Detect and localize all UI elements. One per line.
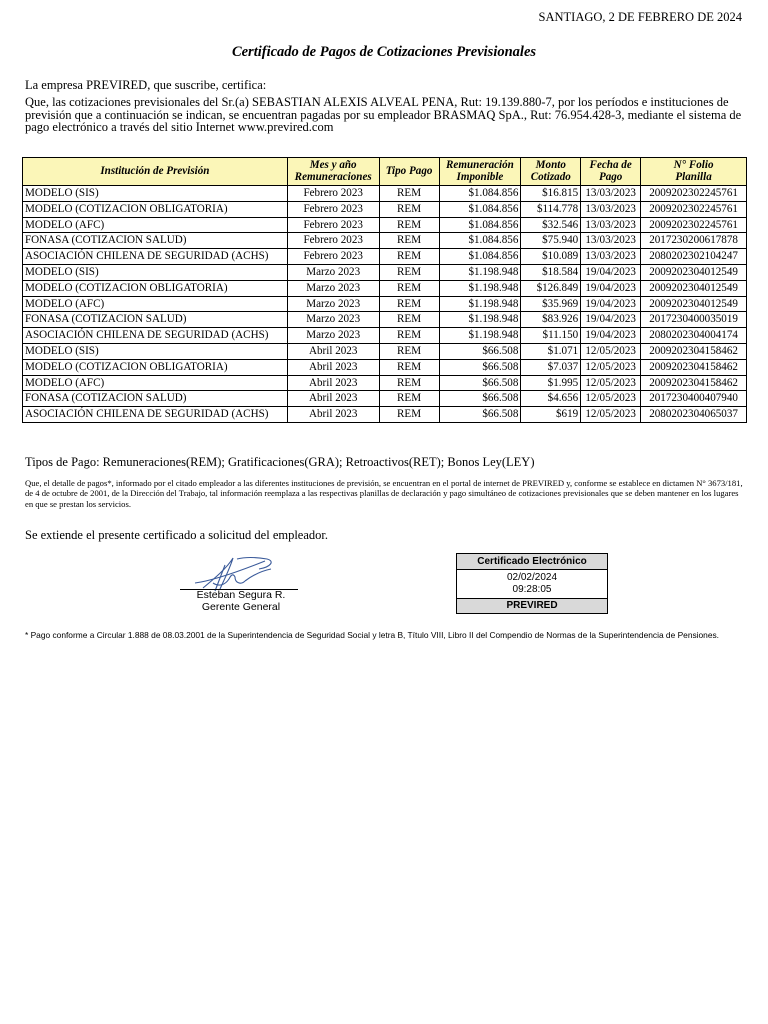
- cell-institucion: MODELO (SIS): [23, 186, 288, 202]
- cell-fecha-pago: 19/04/2023: [581, 280, 641, 296]
- extension-statement: Se extiende el presente certificado a solicitud del empleador.: [25, 528, 329, 542]
- table-row: [23, 233, 747, 249]
- cell-remuneracion: $1.084.856: [439, 233, 521, 249]
- cell-mes: Abril 2023: [287, 391, 379, 407]
- table-row: [23, 264, 747, 280]
- table-row: [23, 280, 747, 296]
- cell-monto: $7.037: [521, 359, 581, 375]
- cell-folio: 2009202304012549: [641, 264, 747, 280]
- cell-remuneracion: $66.508: [439, 407, 521, 423]
- table-row: [23, 375, 747, 391]
- payments-table-body: [23, 186, 747, 423]
- cell-tipo-pago: REM: [379, 391, 439, 407]
- cell-tipo-pago: REM: [379, 375, 439, 391]
- header-fecha-line1: Fecha de: [589, 159, 632, 171]
- cell-monto: $126.849: [521, 280, 581, 296]
- cell-tipo-pago: REM: [379, 343, 439, 359]
- cell-tipo-pago: REM: [379, 186, 439, 202]
- header-folio-line2: Planilla: [675, 170, 712, 183]
- cell-mes: Marzo 2023: [287, 280, 379, 296]
- header-monto-line1: Monto: [535, 159, 566, 171]
- signatory-name: Esteban Segura R.: [196, 589, 286, 601]
- cell-remuneracion: $66.508: [439, 359, 521, 375]
- table-row: [23, 186, 747, 202]
- cell-tipo-pago: REM: [379, 249, 439, 265]
- header-tipo-pago: Tipo Pago: [379, 158, 439, 186]
- certification-paragraph: Que, las cotizaciones previsionales del Sr.(a) SEBASTIAN ALEXIS ALVEAL PENA, Rut: 19.139.880-7, por los períodos e instituciones de previsión que a continuación se indican, se encuentran pagadas por su empleador BRASMAQ SpA., Rut: 76.954.428-3, mediante el sistema de pago electrónico a través del sitio Internet www.previred.com: [25, 95, 742, 135]
- header-remun-line1: Remuneración: [446, 159, 514, 171]
- cell-remuneracion: $1.084.856: [439, 249, 521, 265]
- cell-folio: 2080202304004174: [641, 328, 747, 344]
- cell-mes: Marzo 2023: [287, 296, 379, 312]
- cell-tipo-pago: REM: [379, 280, 439, 296]
- cell-institucion: FONASA (COTIZACION SALUD): [23, 391, 288, 407]
- cell-fecha-pago: 19/04/2023: [581, 312, 641, 328]
- cell-fecha-pago: 19/04/2023: [581, 328, 641, 344]
- intro-text: La empresa PREVIRED, que suscribe, certifica:: [25, 78, 267, 92]
- cell-fecha-pago: 13/03/2023: [581, 249, 641, 265]
- header-fecha-line2: Pago: [598, 170, 623, 183]
- cell-institucion: MODELO (COTIZACION OBLIGATORIA): [23, 280, 288, 296]
- cell-folio: 2009202304158462: [641, 375, 747, 391]
- cert-box-header: Certificado Electrónico: [457, 554, 607, 570]
- table-row: [23, 343, 747, 359]
- cell-folio: 2080202304065037: [641, 407, 747, 423]
- cell-fecha-pago: 13/03/2023: [581, 233, 641, 249]
- cell-mes: Marzo 2023: [287, 264, 379, 280]
- cell-remuneracion: $66.508: [439, 375, 521, 391]
- cell-remuneracion: $1.084.856: [439, 186, 521, 202]
- cell-fecha-pago: 13/03/2023: [581, 217, 641, 233]
- table-row: [23, 201, 747, 217]
- cell-tipo-pago: REM: [379, 217, 439, 233]
- cell-remuneracion: $1.084.856: [439, 201, 521, 217]
- table-header-row: [23, 158, 747, 186]
- cell-institucion: MODELO (COTIZACION OBLIGATORIA): [23, 201, 288, 217]
- signatory-role: Gerente General: [201, 600, 281, 613]
- cell-institucion: MODELO (SIS): [23, 264, 288, 280]
- cell-institucion: MODELO (COTIZACION OBLIGATORIA): [23, 359, 288, 375]
- cert-box-footer: PREVIRED: [457, 598, 607, 613]
- header-institucion: Institución de Previsión: [23, 158, 288, 186]
- cell-monto: $114.778: [521, 201, 581, 217]
- header-mes-line2: Remuneraciones: [294, 170, 372, 183]
- cell-monto: $619: [521, 407, 581, 423]
- cell-institucion: MODELO (AFC): [23, 296, 288, 312]
- cell-institucion: ASOCIACIÓN CHILENA DE SEGURIDAD (ACHS): [23, 328, 288, 344]
- table-row: [23, 359, 747, 375]
- cell-monto: $1.071: [521, 343, 581, 359]
- header-mes-line1: Mes y año: [309, 159, 357, 171]
- table-row: [23, 249, 747, 265]
- cell-monto: $11.150: [521, 328, 581, 344]
- cell-tipo-pago: REM: [379, 328, 439, 344]
- cell-institucion: MODELO (AFC): [23, 375, 288, 391]
- cell-mes: Febrero 2023: [287, 249, 379, 265]
- cell-folio: 2009202302245761: [641, 201, 747, 217]
- cell-institucion: MODELO (AFC): [23, 217, 288, 233]
- cell-fecha-pago: 12/05/2023: [581, 391, 641, 407]
- cell-fecha-pago: 19/04/2023: [581, 264, 641, 280]
- cell-fecha-pago: 12/05/2023: [581, 359, 641, 375]
- cell-institucion: ASOCIACIÓN CHILENA DE SEGURIDAD (ACHS): [23, 407, 288, 423]
- cell-mes: Abril 2023: [287, 359, 379, 375]
- payments-table: [22, 157, 747, 423]
- cell-folio: 2009202304158462: [641, 343, 747, 359]
- cell-mes: Febrero 2023: [287, 201, 379, 217]
- header-monto: [521, 158, 581, 186]
- cell-tipo-pago: REM: [379, 264, 439, 280]
- electronic-certificate-box: [456, 553, 608, 614]
- header-monto-line2: Cotizado: [530, 170, 571, 183]
- signatory-block: [184, 590, 298, 613]
- cell-mes: Febrero 2023: [287, 217, 379, 233]
- document-title: Certificado de Pagos de Cotizaciones Previsionales: [231, 44, 537, 60]
- cell-folio: 2009202302245761: [641, 217, 747, 233]
- footnote: * Pago conforme a Circular 1.888 de 08.03.2001 de la Superintendencia de Seguridad Social y letra B, Título VIII, Libro II del Compendio de Normas de la Superintendencia de Pensiones.: [25, 630, 720, 640]
- cell-tipo-pago: REM: [379, 312, 439, 328]
- cell-folio: 2009202304012549: [641, 296, 747, 312]
- cell-monto: $16.815: [521, 186, 581, 202]
- cell-mes: Abril 2023: [287, 407, 379, 423]
- cell-monto: $10.089: [521, 249, 581, 265]
- cell-remuneracion: $66.508: [439, 343, 521, 359]
- cell-folio: 2017230400035019: [641, 312, 747, 328]
- cert-box-timestamp: [457, 570, 607, 598]
- header-fecha: [581, 158, 641, 186]
- table-row: [23, 391, 747, 407]
- header-folio: [641, 158, 747, 186]
- cell-fecha-pago: 13/03/2023: [581, 201, 641, 217]
- cell-folio: 2080202302104247: [641, 249, 747, 265]
- cell-institucion: ASOCIACIÓN CHILENA DE SEGURIDAD (ACHS): [23, 249, 288, 265]
- header-remuneracion: [439, 158, 521, 186]
- cell-institucion: FONASA (COTIZACION SALUD): [23, 233, 288, 249]
- cell-folio: 2009202302245761: [641, 186, 747, 202]
- cell-monto: $75.940: [521, 233, 581, 249]
- cell-remuneracion: $1.198.948: [439, 264, 521, 280]
- table-row: [23, 217, 747, 233]
- header-mes: [287, 158, 379, 186]
- cell-fecha-pago: 12/05/2023: [581, 343, 641, 359]
- cell-monto: $18.584: [521, 264, 581, 280]
- cell-institucion: FONASA (COTIZACION SALUD): [23, 312, 288, 328]
- header-folio-line1: N° Folio: [673, 159, 714, 171]
- cell-mes: Marzo 2023: [287, 312, 379, 328]
- cell-mes: Febrero 2023: [287, 186, 379, 202]
- cell-remuneracion: $1.084.856: [439, 217, 521, 233]
- cell-remuneracion: $1.198.948: [439, 312, 521, 328]
- table-row: [23, 296, 747, 312]
- document-date: SANTIAGO, 2 DE FEBRERO DE 2024: [538, 10, 742, 24]
- cell-fecha-pago: 13/03/2023: [581, 186, 641, 202]
- cell-folio: 2017230400407940: [641, 391, 747, 407]
- table-row: [23, 328, 747, 344]
- cert-box-date: 02/02/2024: [506, 572, 558, 583]
- cell-tipo-pago: REM: [379, 201, 439, 217]
- cell-monto: $32.546: [521, 217, 581, 233]
- cell-fecha-pago: 12/05/2023: [581, 407, 641, 423]
- cell-institucion: MODELO (SIS): [23, 343, 288, 359]
- cell-folio: 2009202304158462: [641, 359, 747, 375]
- cell-mes: Marzo 2023: [287, 328, 379, 344]
- cell-tipo-pago: REM: [379, 407, 439, 423]
- cell-mes: Febrero 2023: [287, 233, 379, 249]
- table-row: [23, 312, 747, 328]
- cell-remuneracion: $1.198.948: [439, 328, 521, 344]
- table-row: [23, 407, 747, 423]
- cell-tipo-pago: REM: [379, 296, 439, 312]
- cell-mes: Abril 2023: [287, 375, 379, 391]
- cell-fecha-pago: 12/05/2023: [581, 375, 641, 391]
- cert-box-time: 09:28:05: [512, 584, 552, 595]
- cell-mes: Abril 2023: [287, 343, 379, 359]
- cell-folio: 2017230200617878: [641, 233, 747, 249]
- cell-remuneracion: $1.198.948: [439, 280, 521, 296]
- cell-monto: $1.995: [521, 375, 581, 391]
- payment-types-legend: Tipos de Pago: Remuneraciones(REM); Gratificaciones(GRA); Retroactivos(RET); Bonos Ley(LEY): [25, 455, 535, 469]
- cell-remuneracion: $66.508: [439, 391, 521, 407]
- cell-tipo-pago: REM: [379, 233, 439, 249]
- cell-folio: 2009202304012549: [641, 280, 747, 296]
- header-remun-line2: Imponible: [456, 170, 504, 183]
- legal-fine-print: Que, el detalle de pagos*, informado por el citado empleador a las diferentes instituciones de previsión, se encuentran en el portal de internet de PREVIRED y, conforme se establece en dictamen N° 3673/181, de 4 de octubre de 2001, de la Dirección del Trabajo, tal información reemplaza a las respectivas planillas de declaración y pago simultáneo de cotizaciones previsionales que se deben mantener en los lugares en que se prestan los servicios.: [25, 478, 743, 509]
- cell-tipo-pago: REM: [379, 359, 439, 375]
- cell-remuneracion: $1.198.948: [439, 296, 521, 312]
- cell-fecha-pago: 19/04/2023: [581, 296, 641, 312]
- cell-monto: $35.969: [521, 296, 581, 312]
- cell-monto: $83.926: [521, 312, 581, 328]
- cell-monto: $4.656: [521, 391, 581, 407]
